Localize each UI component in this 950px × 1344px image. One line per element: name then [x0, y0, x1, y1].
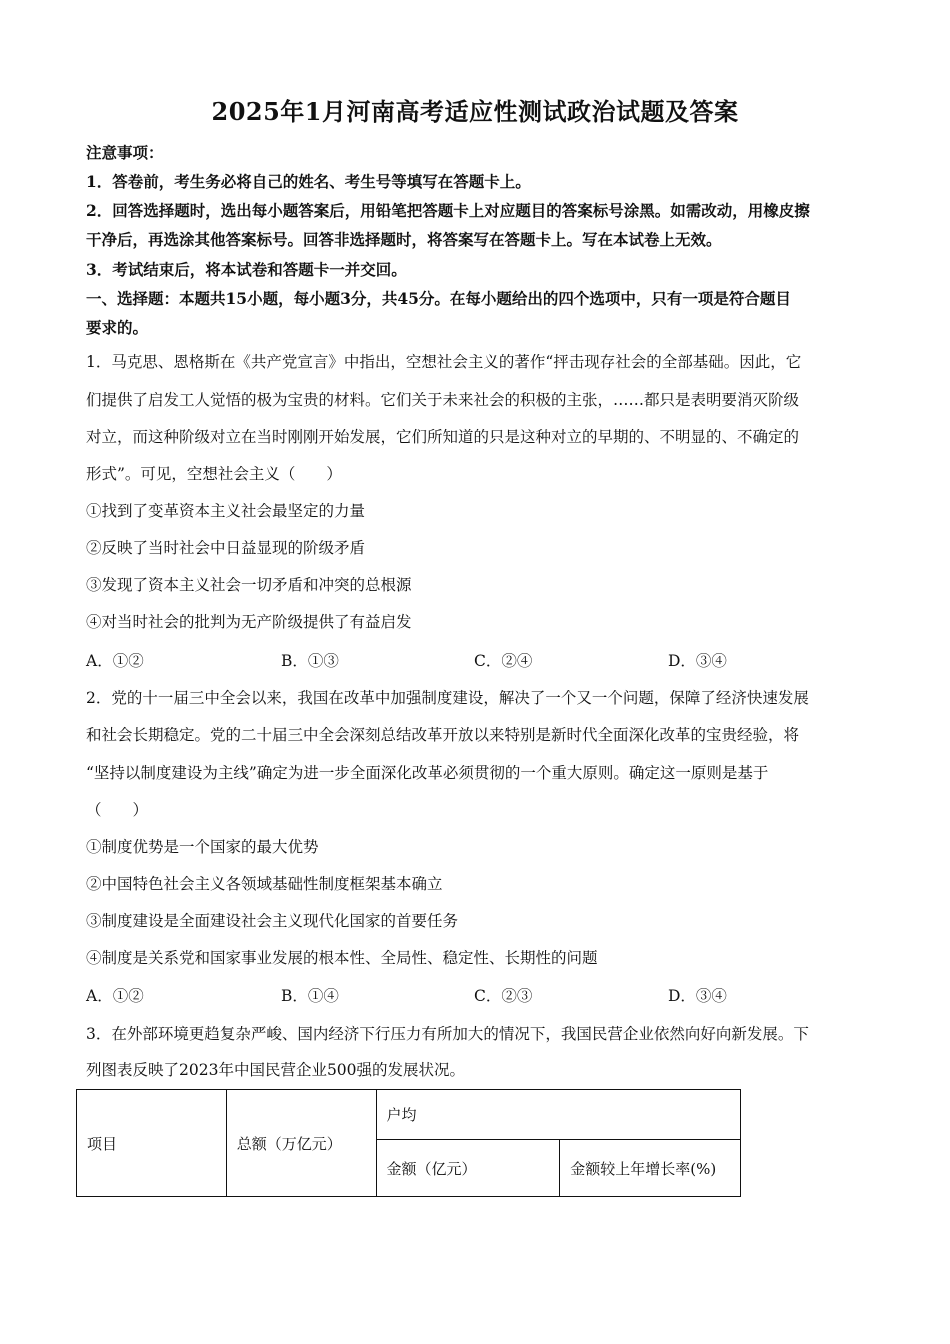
question-2-statement-3: ③制度建设是全面建设社会主义现代化国家的首要任务	[86, 912, 459, 930]
table-header-amount: 金额（亿元）	[376, 1140, 560, 1197]
question-1-statement-2: ②反映了当时社会中日益显现的阶级矛盾	[86, 539, 366, 557]
data-table	[76, 1089, 741, 1197]
question-2-option-c: C．②③	[474, 987, 533, 1005]
question-1-option-b: B．①③	[281, 652, 339, 670]
question-2-stem-line-2: 和社会长期稳定。党的二十届三中全会深刻总结改革开放以来特别是新时代全面深化改革的宝贵经验，将	[86, 726, 800, 744]
question-2-stem-line-4: （ ）	[86, 801, 149, 819]
notice-item-2-line-2: 干净后，再选涂其他答案标号。回答非选择题时，将答案写在答题卡上。写在本试卷上无效。	[86, 230, 722, 249]
notice-item-1: 1．答卷前，考生务必将自己的姓名、考生号等填写在答题卡上。	[86, 172, 531, 191]
question-2-statement-1: ①制度优势是一个国家的最大优势	[86, 838, 319, 856]
notice-heading: 注意事项：	[86, 143, 164, 162]
section-1-heading-line-1: 一、选择题：本题共15小题，每小题3分，共45分。在每小题给出的四个选项中，只有一项是符合题目	[86, 289, 791, 308]
table-header-total: 总额（万亿元）	[226, 1090, 376, 1197]
table-header-per-household: 户均	[376, 1090, 740, 1140]
question-3-stem-line-2: 列图表反映了2023年中国民营企业500强的发展状况。	[86, 1061, 466, 1079]
section-1-heading-line-2: 要求的。	[86, 318, 149, 337]
question-3-stem-line-1: 3．在外部环境更趋复杂严峻、国内经济下行压力有所加大的情况下，我国民营企业依然向好向新发展。下	[86, 1025, 809, 1043]
question-1-statement-4: ④对当时社会的批判为无产阶级提供了有益启发	[86, 613, 412, 631]
notice-item-2-line-1: 2．回答选择题时，选出每小题答案后，用铅笔把答题卡上对应题目的答案标号涂黑。如需改动，用橡皮擦	[86, 201, 810, 220]
question-1-statement-3: ③发现了资本主义社会一切矛盾和冲突的总根源	[86, 576, 412, 594]
table-header-item: 项目	[77, 1090, 227, 1197]
question-1-option-d: D．③④	[668, 652, 727, 670]
question-1-stem-line-1: 1．马克思、恩格斯在《共产党宣言》中指出，空想社会主义的著作“抨击现存社会的全部基础。因此，它	[86, 353, 802, 371]
question-1-statement-1: ①找到了变革资本主义社会最坚定的力量	[86, 502, 366, 520]
page-title: 2025年1月河南高考适应性测试政治试题及答案	[211, 97, 739, 126]
question-2-option-b: B．①④	[281, 987, 339, 1005]
question-2-stem-line-3: “坚持以制度建设为主线”确定为进一步全面深化改革必须贯彻的一个重大原则。确定这一原则是基于	[86, 764, 769, 782]
question-2-stem-line-1: 2．党的十一届三中全会以来，我国在改革中加强制度建设，解决了一个又一个问题，保障了经济快速发展	[86, 689, 809, 707]
table-header-growth: 金额较上年增长率(%)	[560, 1140, 741, 1197]
question-2-option-d: D．③④	[668, 987, 727, 1005]
question-1-option-a: A．①②	[86, 652, 144, 670]
question-1-stem-line-4: 形式”。可见，空想社会主义（ ）	[86, 465, 342, 483]
question-2-statement-2: ②中国特色社会主义各领域基础性制度框架基本确立	[86, 875, 443, 893]
question-1-stem-line-3: 对立，而这种阶级对立在当时刚刚开始发展，它们所知道的只是这种对立的早期的、不明显的、不确定的	[86, 428, 800, 446]
question-2-option-a: A．①②	[86, 987, 144, 1005]
question-1-option-c: C．②④	[474, 652, 533, 670]
question-1-stem-line-2: 们提供了启发工人觉悟的极为宝贵的材料。它们关于未来社会的积极的主张，……都只是表明要消灭阶级	[86, 391, 800, 409]
question-2-statement-4: ④制度是关系党和国家事业发展的根本性、全局性、稳定性、长期性的问题	[86, 949, 598, 967]
notice-item-3: 3．考试结束后，将本试卷和答题卡一并交回。	[86, 260, 407, 279]
